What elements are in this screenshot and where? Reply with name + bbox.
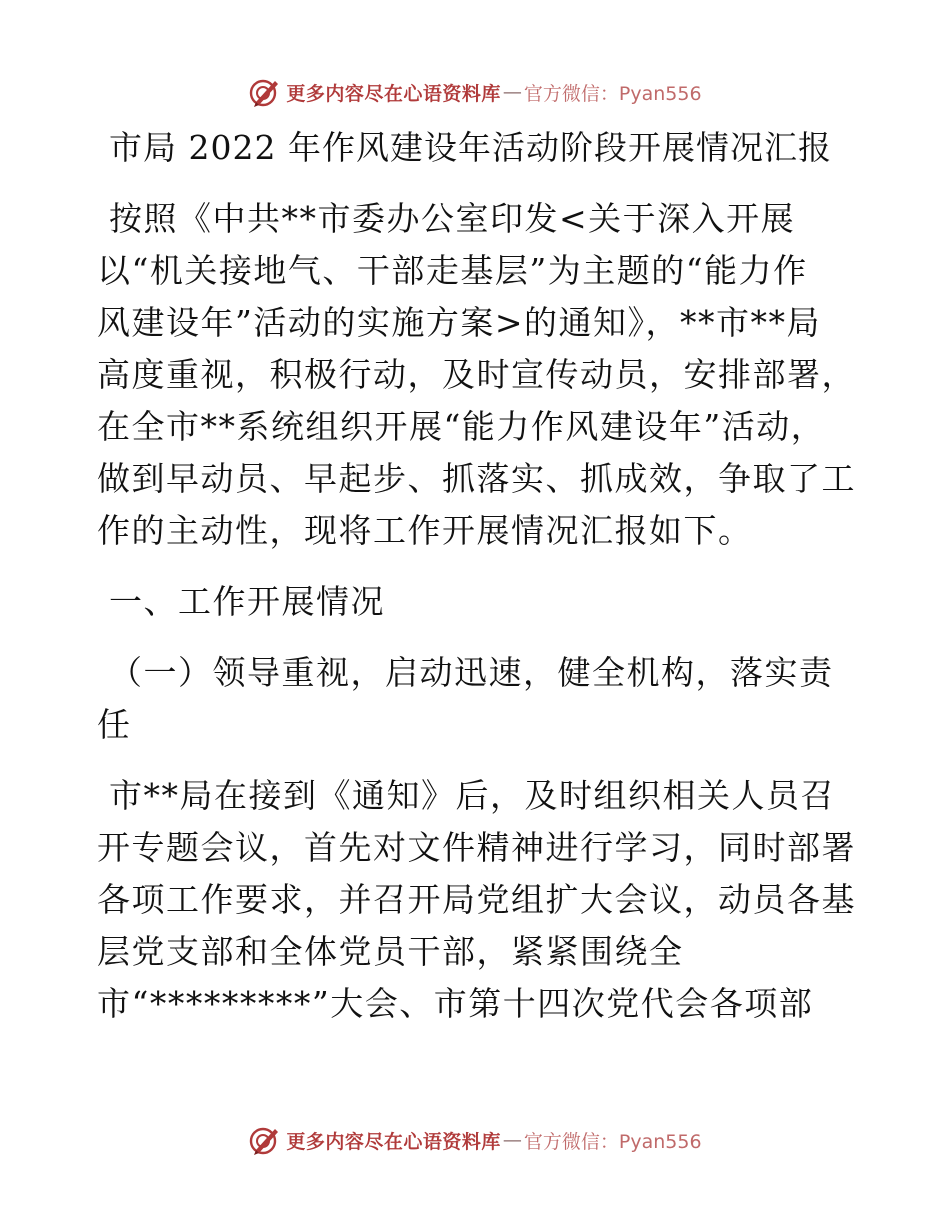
paragraph-intro (97, 193, 857, 557)
paragraph-line: 市**局在接到《通知》后，及时组织相关人员召 (109, 776, 835, 815)
paragraph-line: 做到早动员、早起步、抓落实、抓成效，争取了工 (97, 459, 856, 498)
paragraph-line: 以“机关接地气、干部走基层”为主题的“能力作 (97, 251, 808, 290)
paragraph-line: 层党支部和全体党员干部，紧紧围绕全 (97, 932, 684, 971)
heading-line: （一）领导重视，启动迅速，健全机构，落实责 (109, 653, 834, 692)
paragraph-line: 作的主动性，现将工作开展情况汇报如下。 (97, 511, 753, 550)
watermark-brand-text: 更多内容尽在心语资料库 (286, 82, 501, 105)
header-watermark-banner (0, 72, 950, 112)
document-body (97, 122, 857, 1030)
paragraph-line: 风建设年”活动的实施方案>的通知》，**市**局 (97, 303, 822, 342)
subsection-heading (97, 647, 857, 751)
footer-watermark-banner (0, 1120, 950, 1160)
document-title: 市局 2022 年作风建设年活动阶段开展情况汇报 (109, 128, 832, 167)
paragraph-line: 开专题会议，首先对文件精神进行学习，同时部署 (97, 828, 856, 867)
section-heading: 一、工作开展情况 (109, 582, 385, 621)
watermark-contact-text: 官方微信：Pyan556 (523, 1130, 702, 1153)
watermark-contact-text: 官方微信：Pyan556 (523, 82, 702, 105)
watermark-separator: — (502, 1129, 522, 1151)
watermark-brand-text: 更多内容尽在心语资料库 (286, 1130, 501, 1153)
pen-logo-icon (248, 76, 280, 108)
watermark-separator: — (502, 81, 522, 103)
heading-line: 任 (97, 705, 132, 744)
paragraph-line: 按照《中共**市委办公室印发<关于深入开展 (109, 199, 796, 238)
paragraph-line: 市“*********”大会、市第十四次党代会各项部 (97, 984, 814, 1023)
paragraph-line: 各项工作要求，并召开局党组扩大会议，动员各基 (97, 880, 856, 919)
paragraph-body (97, 770, 857, 1030)
paragraph-line: 高度重视，积极行动，及时宣传动员，安排部署， (97, 355, 856, 394)
paragraph-line: 在全市**系统组织开展“能力作风建设年”活动， (97, 407, 826, 446)
pen-logo-icon (248, 1124, 280, 1156)
